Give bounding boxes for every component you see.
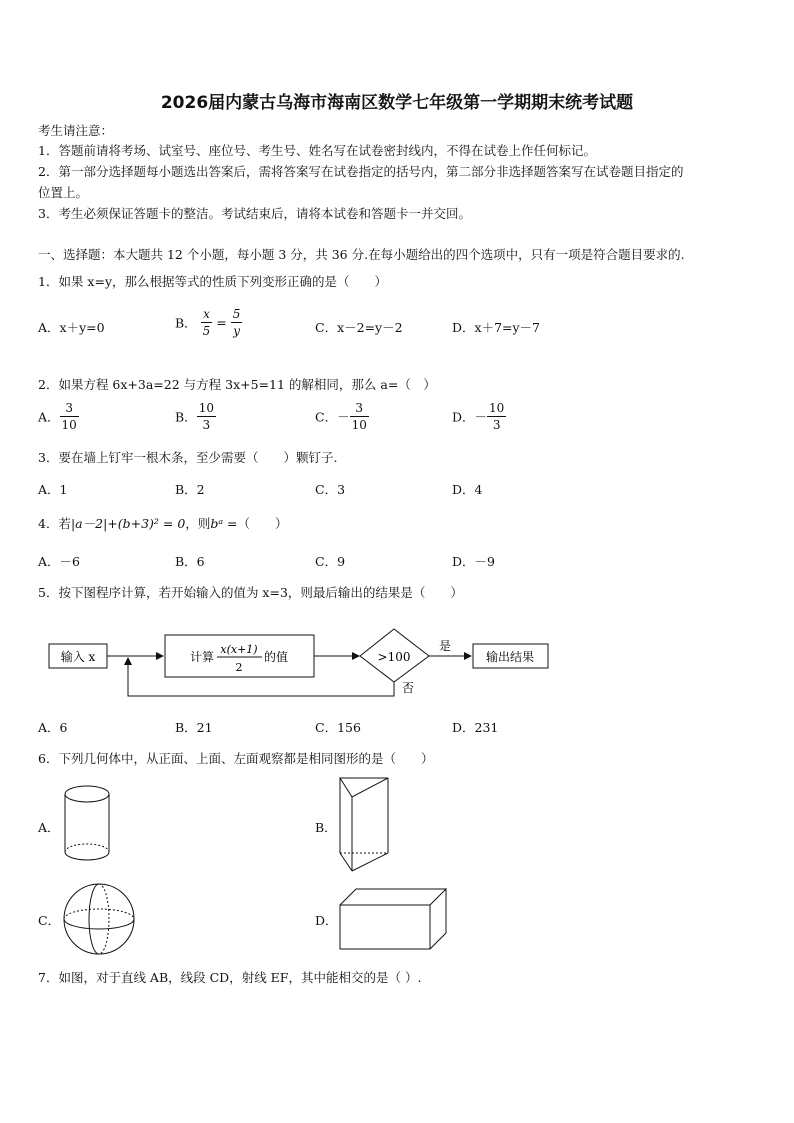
q5-option-d: D．231 (452, 720, 499, 735)
flow-yes-label: 是 (439, 639, 452, 653)
flow-no-label: 否 (402, 681, 415, 695)
q6-option-a: A． (38, 820, 60, 835)
note-2: 2．第一部分选择题每小题选出答案后，需将答案写在试卷指定的括号内，第二部分非选择题答案写在试卷题目指定的 (38, 164, 684, 179)
flow-calc-den: 2 (235, 661, 243, 674)
q4-option-d: D．－9 (452, 554, 495, 569)
q3-option-c: C．3 (315, 482, 346, 497)
flow-calc-num: x(x+1) (220, 643, 258, 656)
q2-c-frac: $\frac{3}{10}$ (351, 401, 367, 432)
q3-option-a: A．1 (38, 482, 68, 497)
q1-b-frac-right: $\frac{5}{y}$ (232, 307, 241, 338)
q5-option-a: A．6 (38, 720, 68, 735)
q1-option-d: D．x＋7=y－7 (452, 320, 541, 335)
q1-option-c: C．x－2=y－2 (315, 320, 403, 335)
flow-output-label: 输出结果 (485, 650, 535, 664)
cylinder-figure (60, 782, 114, 864)
q5-option-b: B．21 (175, 720, 213, 735)
flow-input-label: 输入 x (60, 650, 96, 664)
section-heading: 一、选择题：本大题共 12 个小题，每小题 3 分，共 36 分.在每小题给出的四个选项中，只有一项是符合题目要求的. (38, 247, 685, 262)
q5-option-c: C．156 (315, 720, 361, 735)
page-title: 2026届内蒙古乌海市海南区数学七年级第一学期期末统考试题 (160, 93, 634, 113)
q2-a-frac: $\frac{3}{10}$ (61, 401, 77, 432)
q1-option-b (175, 306, 242, 339)
note-2-cont: 位置上。 (38, 185, 89, 200)
flow-calc-pre: 计算 (190, 650, 215, 664)
q2-option-b: B． $\frac{10}{3}$ (175, 401, 214, 432)
q1-option-a: A．x＋y=0 (38, 320, 105, 335)
q3-option-d: D．4 (452, 482, 483, 497)
q1-stem: 1．如果 x=y，那么根据等式的性质下列变形正确的是（ ） (38, 274, 388, 289)
flow-calc-post: 的值 (264, 650, 289, 664)
q7-stem: 7．如图，对于直线 AB，线段 CD，射线 EF，其中能相交的是（ ）. (38, 970, 422, 985)
cuboid-figure (336, 885, 448, 953)
q2-option-a: A． $\frac{3}{10}$ (38, 401, 77, 432)
q6-option-b: B． (315, 820, 337, 835)
flow-condition-label: >100 (377, 650, 411, 664)
triangular-prism-figure (336, 775, 392, 875)
q4-expression-2: bᵃ = (210, 516, 238, 531)
q6-option-d: D． (315, 913, 338, 928)
note-1: 1．答题前请将考场、试室号、座位号、考生号、姓名写在试卷密封线内，不得在试卷上作任何标记。 (38, 143, 596, 158)
q4-option-a: A．－6 (38, 554, 80, 569)
q4-option-b: B．6 (175, 554, 205, 569)
q4-option-c: C．9 (315, 554, 346, 569)
q2-d-frac: $\frac{10}{3}$ (489, 401, 505, 432)
q3-stem: 3．要在墙上钉牢一根木条，至少需要（ ）颗钉子. (38, 450, 338, 465)
note-3: 3．考生必须保证答题卡的整洁。考试结束后，请将本试卷和答题卡一并交回。 (38, 206, 471, 221)
q5-stem: 5．按下图程序计算，若开始输入的值为 x=3，则最后输出的结果是（ ） (38, 585, 463, 600)
q6-stem: 6．下列几何体中，从正面、上面、左面观察都是相同图形的是（ ） (38, 751, 434, 766)
notes-heading: 考生请注意： (38, 123, 114, 138)
q1-b-equals: = (216, 315, 227, 330)
q2-option-d: D．－ $\frac{10}{3}$ (452, 401, 505, 432)
q6-option-c: C． (38, 913, 61, 928)
sphere-figure (60, 880, 138, 958)
q2-b-frac: $\frac{10}{3}$ (198, 401, 214, 432)
q4-expression: |a－2|+(b+3)² = 0 (70, 516, 186, 531)
q4-stem: 4．若|a－2|+(b+3)² = 0，则bᵃ =（ ） (38, 516, 288, 531)
q5-flowchart (0, 620, 794, 700)
q1-option-b-label: B． (175, 315, 197, 331)
q1-b-frac-left: $\frac{x}{5}$ (202, 307, 211, 338)
q2-stem: 2．如果方程 6x+3a=22 与方程 3x+5=11 的解相同，那么 a=（ ） (38, 377, 436, 392)
q3-option-b: B．2 (175, 482, 205, 497)
q2-option-c: C．－ $\frac{3}{10}$ (315, 401, 367, 432)
